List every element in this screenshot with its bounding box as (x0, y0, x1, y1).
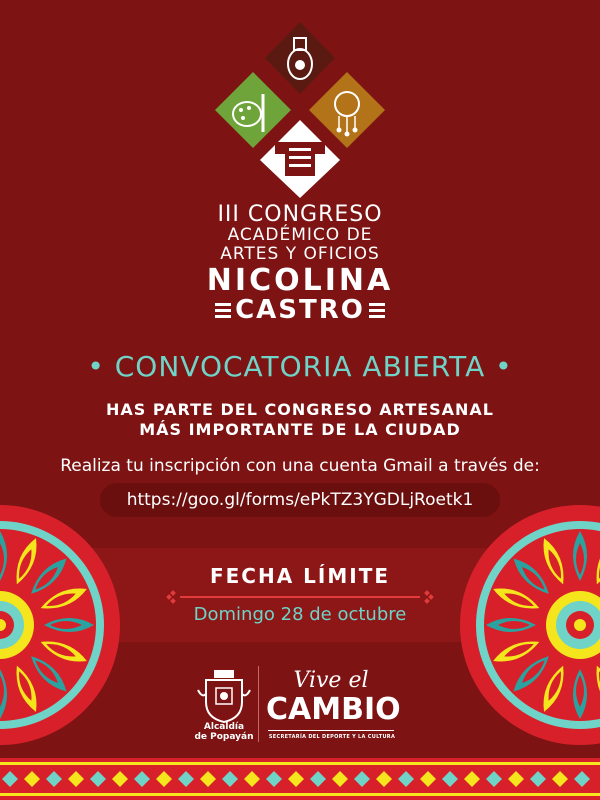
woven-border-ornament (0, 758, 600, 800)
left-mandala-ornament (0, 503, 122, 747)
deadline-heading: FECHA LÍMITE (209, 564, 390, 588)
footer-divider (258, 666, 259, 742)
alcaldia-label (186, 722, 262, 742)
popayan-crest-icon (196, 668, 252, 724)
left-bars-ornament (215, 303, 231, 318)
right-mandala-ornament (458, 503, 600, 747)
title-line-3: ARTES Y OFICIOS (220, 244, 380, 264)
deadline-date: Domingo 28 de octubre (193, 604, 407, 625)
palette-icon (215, 72, 291, 148)
cambio-text: CAMBIO (266, 692, 401, 727)
registration-link[interactable]: https://goo.gl/forms/ePkTZ3YGDLjRoetk1 (100, 483, 500, 517)
inscription-text: Realiza tu inscripción con una cuenta Gmail a través de: (60, 456, 540, 476)
textile-icon (260, 120, 340, 198)
title-line-5: CASTRO (235, 295, 365, 325)
right-bars-ornament (369, 303, 385, 318)
alcaldia-line-2: de Popayán (194, 732, 254, 742)
congress-logo (205, 20, 395, 200)
title-line-1: III CONGRESO (217, 202, 383, 227)
title-line-2: ACADÉMICO DE (227, 225, 373, 245)
subtitle-line-1: HAS PARTE DEL CONGRESO ARTESANAL (105, 400, 494, 419)
alcaldia-line-1: Alcaldía (203, 722, 245, 732)
vase-icon (265, 22, 335, 94)
deadline-divider (180, 596, 420, 598)
secretaria-line (268, 730, 394, 731)
subtitle (0, 400, 600, 440)
title-line-5-wrap (0, 296, 600, 324)
subtitle-line-2: MÁS IMPORTANTE DE LA CIUDAD (139, 420, 461, 439)
convocatoria-heading: • CONVOCATORIA ABIERTA • (87, 350, 513, 383)
secretaria-text: SECRETARÍA DEL DEPORTE Y LA CULTURA (268, 734, 396, 740)
diamond-dots-ornament (420, 590, 434, 604)
title-line-4: NICOLINA (206, 263, 394, 298)
dreamcatcher-icon (309, 72, 385, 148)
diamond-dots-ornament (166, 590, 180, 604)
congress-title (0, 204, 600, 324)
vive-el-text: Vive el (293, 668, 369, 693)
